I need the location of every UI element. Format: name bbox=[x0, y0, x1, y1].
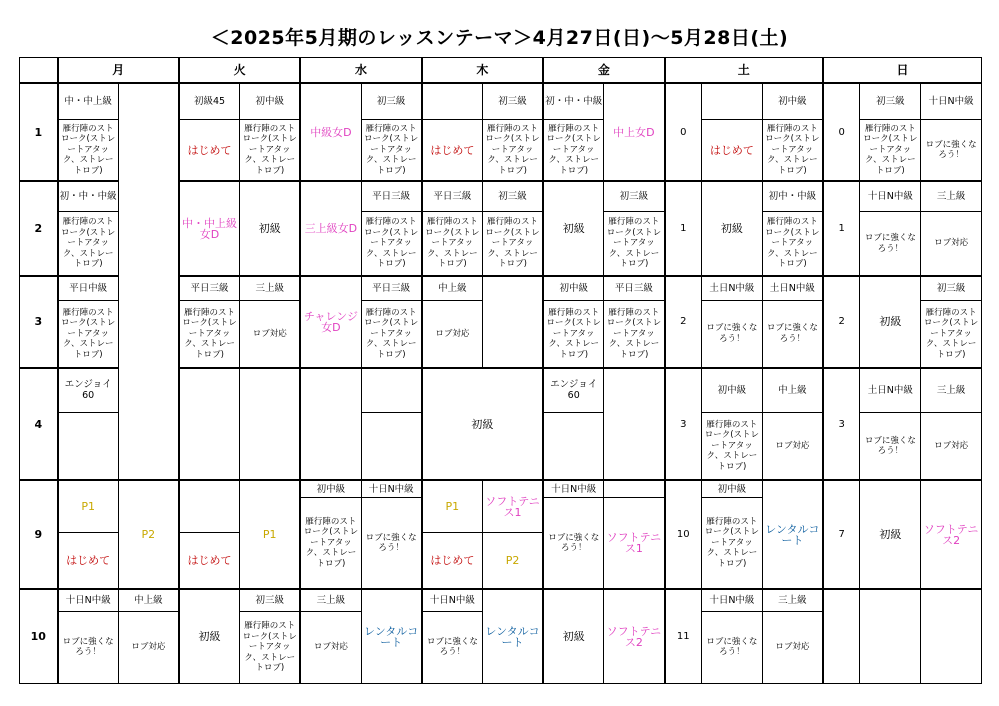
slot-class: P1 bbox=[422, 480, 483, 532]
slot-theme: 雁行陣のストローク(ストレートアタック、ストレートロブ) bbox=[240, 120, 301, 181]
slot-level: 平日三級 bbox=[604, 276, 665, 300]
slot-theme: 雁行陣のストローク(ストレートアタック、ストレートロブ) bbox=[482, 120, 543, 181]
slot-level-name: エンジョイ bbox=[64, 379, 112, 391]
slot-level: 平日三級 bbox=[361, 276, 422, 300]
empty-slot bbox=[361, 368, 422, 413]
row-label: 1 bbox=[20, 83, 58, 180]
slot-theme: 雁行陣のストローク(ストレートアタック、ストレートロブ) bbox=[921, 301, 982, 368]
slot-theme: ロブに強くなろう！ bbox=[543, 498, 604, 589]
slot-level bbox=[58, 368, 119, 413]
slot-class: はじめて bbox=[702, 120, 763, 181]
sun-slot-number: 1 bbox=[823, 181, 860, 276]
slot-level: 平日三級 bbox=[422, 181, 483, 211]
slot-level: 十日N中級 bbox=[361, 480, 422, 497]
sun-slot-number: 0 bbox=[823, 83, 860, 180]
empty-slot bbox=[482, 276, 543, 367]
sun-slot-number: 3 bbox=[823, 368, 860, 481]
slot-level: 十日N中級 bbox=[921, 83, 982, 120]
slot-theme: ロブ対応 bbox=[921, 211, 982, 276]
slot-level: 初中級 bbox=[240, 83, 301, 120]
slot-class: ソフトテニス2 bbox=[604, 589, 665, 684]
sat-slot-number: 1 bbox=[665, 181, 702, 276]
slot-class: 初級 bbox=[702, 181, 763, 276]
slot-theme: ロブに強くなろう！ bbox=[762, 301, 823, 368]
day-header-sat: 土 bbox=[665, 58, 823, 84]
empty-slot bbox=[823, 589, 860, 684]
sun-slot-number: 2 bbox=[823, 276, 860, 367]
slot-class: 初級 bbox=[860, 480, 921, 589]
slot-theme: ロブ対応 bbox=[921, 412, 982, 480]
day-header-wed: 水 bbox=[300, 58, 421, 84]
slot-theme: ロブに強くなろう！ bbox=[860, 211, 921, 276]
slot-level: 平日三級 bbox=[361, 181, 422, 211]
empty-slot bbox=[58, 412, 119, 480]
slot-class: 初級 bbox=[543, 589, 604, 684]
slot-class: レンタルコート bbox=[482, 589, 543, 684]
slot-level: 中上級 bbox=[422, 276, 483, 300]
slot-theme: ロブに強くなろう！ bbox=[860, 412, 921, 480]
slot-theme: 雁行陣のストローク(ストレートアタック、ストレートロブ) bbox=[179, 301, 240, 368]
slot-level: 土日N中級 bbox=[762, 276, 823, 300]
slot-class: 初級 bbox=[860, 276, 921, 367]
slot-level: 中上級 bbox=[118, 589, 179, 611]
slot-class: はじめて bbox=[179, 532, 240, 589]
slot-theme: ロブ対応 bbox=[300, 611, 361, 683]
slot-level: 初三級 bbox=[860, 83, 921, 120]
slot-level: 初中級 bbox=[702, 480, 763, 497]
slot-level: 平日三級 bbox=[179, 276, 240, 300]
slot-theme: ロブ対応 bbox=[422, 301, 483, 368]
slot-theme: 雁行陣のストローク(ストレートアタック、ストレートロブ) bbox=[58, 120, 119, 181]
slot-theme: ロブ対応 bbox=[118, 611, 179, 683]
empty-slot bbox=[179, 368, 240, 481]
slot-level: 三上級 bbox=[921, 181, 982, 211]
slot-theme: 雁行陣のストローク(ストレートアタック、ストレートロブ) bbox=[361, 211, 422, 276]
slot-theme: ロブに強くなろう！ bbox=[58, 611, 119, 683]
slot-theme: ロブに強くなろう！ bbox=[361, 498, 422, 589]
slot-class: はじめて bbox=[179, 120, 240, 181]
day-header-fri: 金 bbox=[543, 58, 664, 84]
slot-level: 初三級 bbox=[482, 83, 543, 120]
slot-theme: ロブに強くなろう！ bbox=[702, 301, 763, 368]
page-title: ＜2025年5月期のレッスンテーマ＞4月27日(日)〜5月28日(土) bbox=[210, 27, 789, 49]
slot-level: 十日N中級 bbox=[860, 181, 921, 211]
empty-slot bbox=[604, 368, 665, 481]
slot-level: 十日N中級 bbox=[422, 589, 483, 611]
slot-level: 三上級 bbox=[300, 589, 361, 611]
slot-level: 中・中上級 bbox=[58, 83, 119, 120]
slot-class: 中・中上級女D bbox=[179, 181, 240, 276]
slot-class: 初級 bbox=[179, 589, 240, 684]
row-label: 4 bbox=[20, 368, 58, 481]
empty-slot bbox=[422, 83, 483, 120]
day-header-mon: 月 bbox=[58, 58, 179, 84]
slot-level: 中上級 bbox=[762, 368, 823, 413]
slot-theme: 雁行陣のストローク(ストレートアタック、ストレートロブ) bbox=[240, 611, 301, 683]
slot-level: 十日N中級 bbox=[58, 589, 119, 611]
slot-class: 初級 bbox=[422, 368, 543, 481]
empty-slot bbox=[361, 412, 422, 480]
empty-slot bbox=[921, 589, 982, 684]
slot-level: 三上級 bbox=[240, 276, 301, 300]
slot-level: 初中級 bbox=[300, 480, 361, 497]
slot-theme: 雁行陣のストローク(ストレートアタック、ストレートロブ) bbox=[543, 301, 604, 368]
table-row bbox=[20, 589, 982, 611]
slot-level: 三上級 bbox=[762, 589, 823, 611]
slot-duration: 60 bbox=[82, 390, 95, 402]
slot-class: P2 bbox=[118, 480, 179, 589]
empty-slot bbox=[543, 412, 604, 480]
slot-class: ソフトテニス1 bbox=[482, 480, 543, 532]
slot-theme: 雁行陣のストローク(ストレートアタック、ストレートロブ) bbox=[543, 120, 604, 181]
slot-theme: ロブ対応 bbox=[762, 412, 823, 480]
slot-class: レンタルコート bbox=[361, 589, 422, 684]
slot-theme: 雁行陣のストローク(ストレートアタック、ストレートロブ) bbox=[58, 301, 119, 368]
slot-level: 十日N中級 bbox=[543, 480, 604, 497]
empty-slot bbox=[300, 368, 361, 481]
slot-class: はじめて bbox=[58, 532, 119, 589]
slot-duration: 60 bbox=[567, 390, 580, 402]
slot-level: 初三級 bbox=[361, 83, 422, 120]
header-row bbox=[20, 58, 982, 84]
slot-level: 平日中級 bbox=[58, 276, 119, 300]
slot-class: はじめて bbox=[422, 532, 483, 589]
slot-level: 初三級 bbox=[921, 276, 982, 300]
slot-theme: 雁行陣のストローク(ストレートアタック、ストレートロブ) bbox=[702, 412, 763, 480]
empty-slot bbox=[240, 368, 301, 481]
slot-class: 三上級女D bbox=[300, 181, 361, 276]
row-label: 2 bbox=[20, 181, 58, 276]
slot-class: ソフトテニス2 bbox=[921, 480, 982, 589]
sat-slot-number: 3 bbox=[665, 368, 702, 481]
slot-theme: 雁行陣のストローク(ストレートアタック、ストレートロブ) bbox=[860, 120, 921, 181]
slot-theme: 雁行陣のストローク(ストレートアタック、ストレートロブ) bbox=[762, 211, 823, 276]
slot-class: 初級 bbox=[240, 181, 301, 276]
table-row bbox=[20, 480, 982, 497]
slot-level: 初中・中級 bbox=[762, 181, 823, 211]
slot-level: 初中級 bbox=[762, 83, 823, 120]
slot-class: P2 bbox=[482, 532, 543, 589]
slot-theme: 雁行陣のストローク(ストレートアタック、ストレートロブ) bbox=[762, 120, 823, 181]
slot-level: 土日N中級 bbox=[860, 368, 921, 413]
sat-slot-number: 2 bbox=[665, 276, 702, 367]
slot-class: はじめて bbox=[422, 120, 483, 181]
sat-slot-number: 11 bbox=[665, 589, 702, 684]
sat-slot-number: 10 bbox=[665, 480, 702, 589]
slot-theme: 雁行陣のストローク(ストレートアタック、ストレートロブ) bbox=[422, 211, 483, 276]
slot-theme: 雁行陣のストローク(ストレートアタック、ストレートロブ) bbox=[58, 211, 119, 276]
slot-class: 初級 bbox=[543, 181, 604, 276]
slot-level bbox=[543, 368, 604, 413]
slot-class: 中級女D bbox=[300, 83, 361, 180]
lesson-schedule-table bbox=[19, 57, 982, 684]
row-label: 9 bbox=[20, 480, 58, 589]
slot-theme: ロブ対応 bbox=[762, 611, 823, 683]
slot-level: 初三級 bbox=[604, 181, 665, 211]
empty-slot bbox=[179, 480, 240, 532]
slot-level: 初中級 bbox=[543, 276, 604, 300]
slot-theme: 雁行陣のストローク(ストレートアタック、ストレートロブ) bbox=[361, 120, 422, 181]
day-header-sun: 日 bbox=[823, 58, 982, 84]
slot-theme: ロブ対応 bbox=[240, 301, 301, 368]
slot-level: 初・中・中級 bbox=[543, 83, 604, 120]
slot-theme: 雁行陣のストローク(ストレートアタック、ストレートロブ) bbox=[702, 498, 763, 589]
slot-class: チャレンジ女D bbox=[300, 276, 361, 367]
slot-level: 初中級 bbox=[702, 368, 763, 413]
slot-theme: 雁行陣のストローク(ストレートアタック、ストレートロブ) bbox=[361, 301, 422, 368]
sat-slot-number: 0 bbox=[665, 83, 702, 180]
slot-theme: 雁行陣のストローク(ストレートアタック、ストレートロブ) bbox=[604, 301, 665, 368]
empty-slot bbox=[604, 480, 665, 497]
slot-class: P1 bbox=[58, 480, 119, 532]
slot-level: 十日N中級 bbox=[702, 589, 763, 611]
table-row bbox=[20, 83, 982, 120]
empty-slot bbox=[860, 589, 921, 684]
empty-slot bbox=[118, 83, 179, 480]
slot-level: 三上級 bbox=[921, 368, 982, 413]
slot-theme: ロブに強くなろう！ bbox=[422, 611, 483, 683]
slot-level-name: エンジョイ bbox=[550, 379, 598, 391]
day-header-tue: 火 bbox=[179, 58, 300, 84]
corner-cell bbox=[20, 58, 58, 84]
day-header-thu: 木 bbox=[422, 58, 543, 84]
slot-level: 初三級 bbox=[482, 181, 543, 211]
slot-level: 土日N中級 bbox=[702, 276, 763, 300]
slot-class: P1 bbox=[240, 480, 301, 589]
sun-slot-number: 7 bbox=[823, 480, 860, 589]
slot-theme: 雁行陣のストローク(ストレートアタック、ストレートロブ) bbox=[604, 211, 665, 276]
slot-level: 初三級 bbox=[240, 589, 301, 611]
slot-theme: ロブに強くなろう！ bbox=[702, 611, 763, 683]
slot-theme: ロブに強くなろう！ bbox=[921, 120, 982, 181]
row-label: 3 bbox=[20, 276, 58, 367]
slot-theme: 雁行陣のストローク(ストレートアタック、ストレートロブ) bbox=[300, 498, 361, 589]
slot-level: 初級45 bbox=[179, 83, 240, 120]
slot-theme: 雁行陣のストローク(ストレートアタック、ストレートロブ) bbox=[482, 211, 543, 276]
empty-slot bbox=[702, 83, 763, 120]
slot-class: 中上女D bbox=[604, 83, 665, 180]
slot-class: ソフトテニス1 bbox=[604, 498, 665, 589]
row-label: 10 bbox=[20, 589, 58, 684]
slot-level: 初・中・中級 bbox=[58, 181, 119, 211]
slot-class: レンタルコート bbox=[762, 480, 823, 589]
